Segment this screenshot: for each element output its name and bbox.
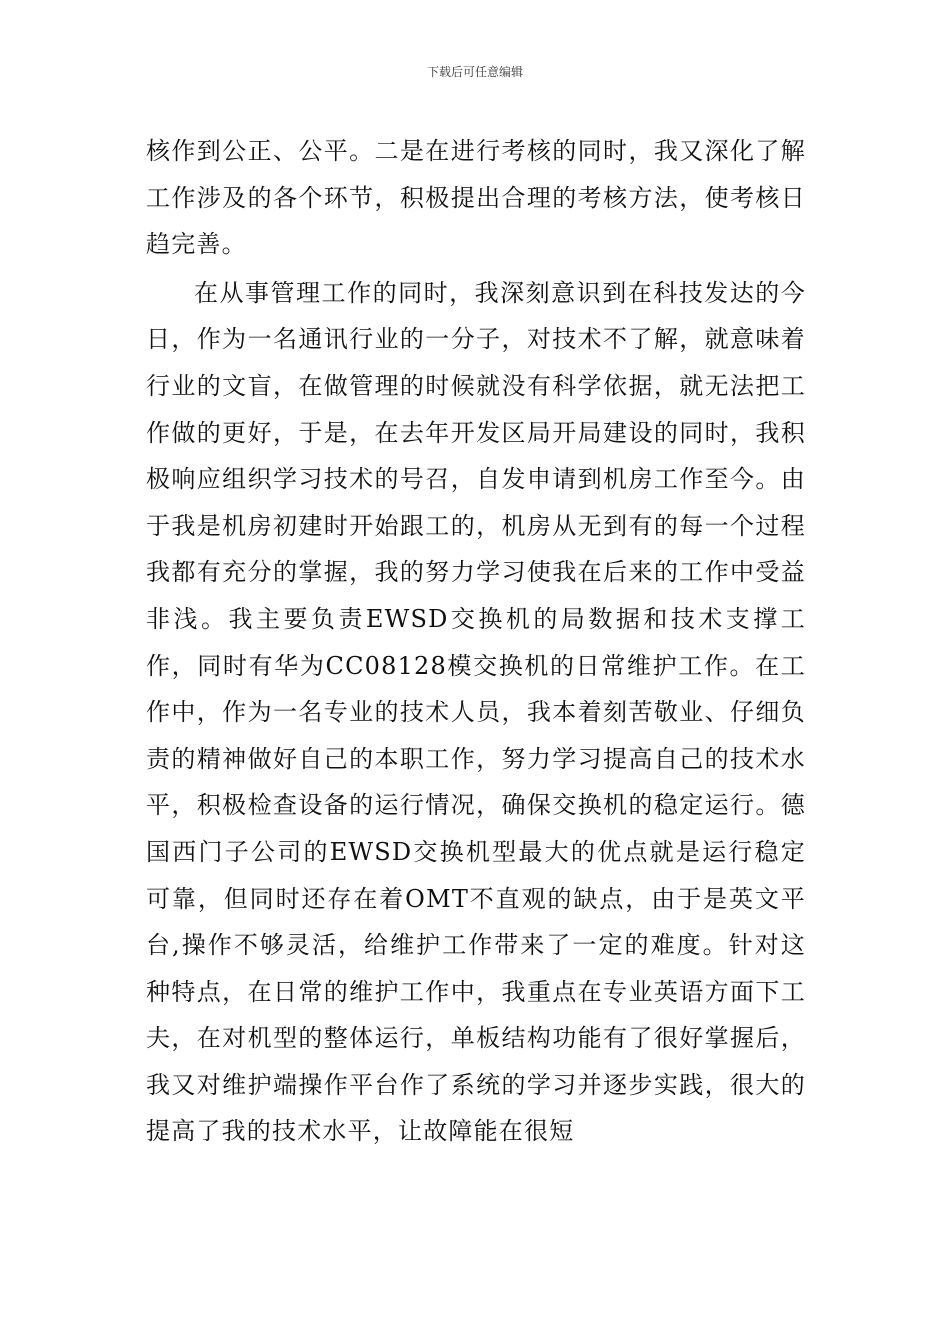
paragraph-continued: 核作到公正、公平。二是在进行考核的同时，我又深化了解工作涉及的各个环节，积极提出合理的考核方法，使考核日趋完善。 [146, 137, 806, 259]
page-header-note: 下载后可任意编辑 [426, 65, 523, 79]
paragraph-technical-work: 在从事管理工作的同时，我深刻意识到在科技发达的今日，作为一名通讯行业的一分子，对技术不了解，就意味着行业的文盲，在做管理的时候就没有科学依据，就无法把工作做的更好，于是，在去年开发区局开局建设的同时，我积极响应组织学习技术的号召，自发申请到机房工作至今。由于我是机房初建时开始跟工的，机房从无到有的每一个过程我都有充分的掌握，我的努力学习使我在后来的工作中受益非浅。我主要负责EWSD交换机的局数据和技术支撑工作，同时有华为CC08128模交换机的日常维护工作。在工作中，作为一名专业的技术人员，我本着刻苦敬业、仔细负责的精神做好自己的本职工作，努力学习提高自己的技术水平，积极检查设备的运行情况，确保交换机的稳定运行。德国西门子公司的EWSD交换机型最大的优点就是运行稳定可靠，但同时还存在着OMT不直观的缺点，由于是英文平台,操作不够灵活，给维护工作带来了一定的难度。针对这种特点，在日常的维护工作中，我重点在专业英语方面下工夫，在对机型的整体运行，单板结构功能有了很好掌握后，我又对维护端操作平台作了系统的学习并逐步实践，很大的提高了我的技术水平，让故障能在很短 [146, 278, 806, 1146]
document-body [146, 128, 806, 1155]
